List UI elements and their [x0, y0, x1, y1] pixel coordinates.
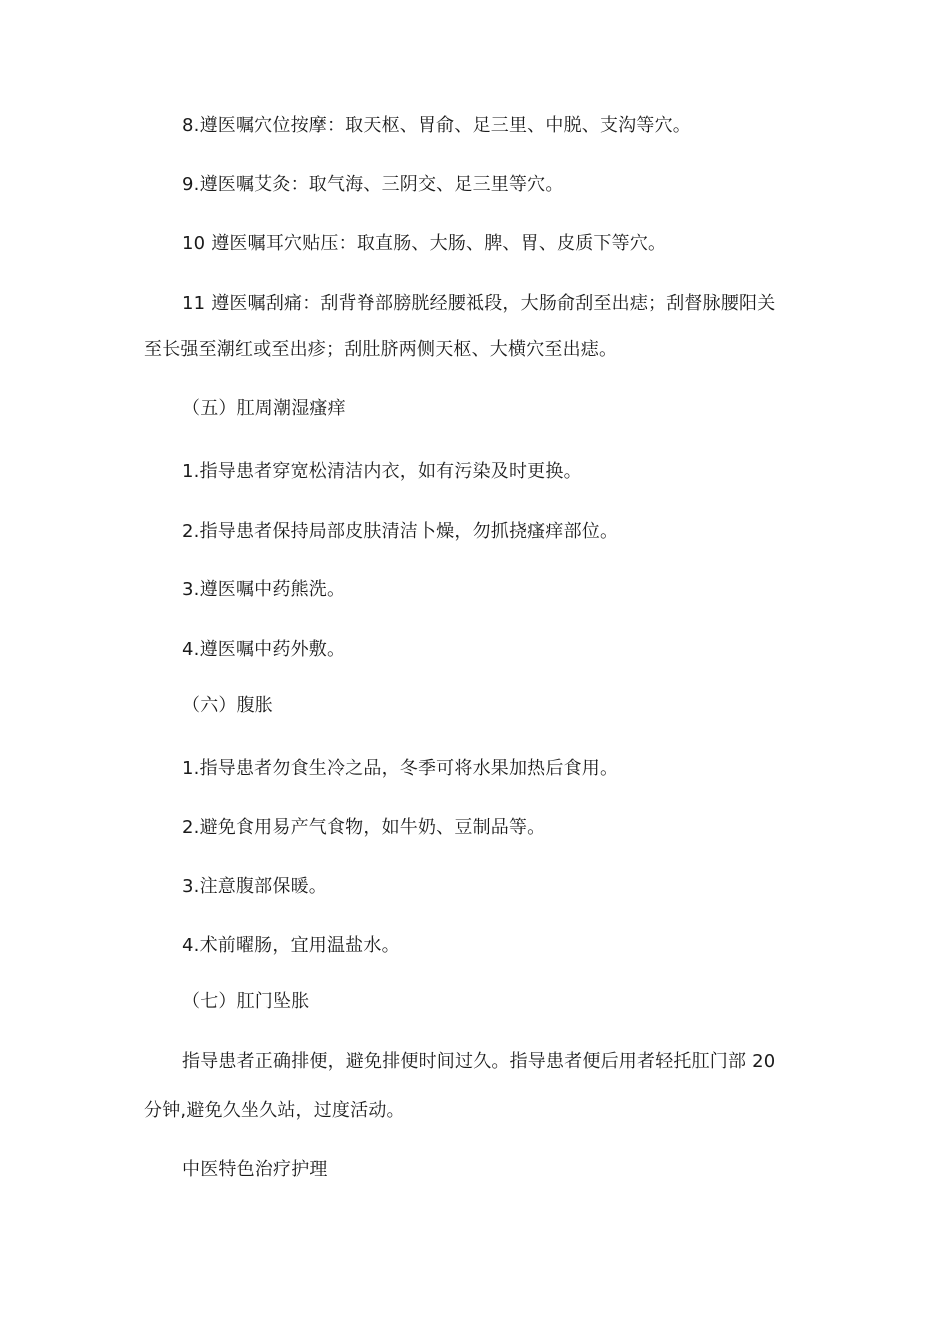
item-moxibustion: 9.遵医嘱艾灸：取气海、三阴交、足三里等穴。	[182, 174, 564, 195]
paragraph-continued: 分钟,避免久坐久站，过度活动。	[144, 1100, 405, 1121]
list-item: 2.避免食用易产气食物，如牛奶、豆制品等。	[182, 817, 546, 838]
section-heading-5: （五）肛周潮湿瘙痒	[182, 398, 346, 419]
list-item: 4.遵医嘱中药外敷。	[182, 639, 346, 660]
item-scraping: 11 遵医嘱刮痛：刮背脊部膀胱经腰祗段，大肠俞刮至出痣；刮督脉腰阳关	[182, 293, 776, 314]
list-item: 1.指导患者勿食生冷之品，冬季可将水果加热后食用。	[182, 758, 619, 779]
item-scraping-continued: 至长强至潮红或至出疹；刮肚脐两侧天枢、大横穴至出痣。	[144, 339, 618, 360]
section-heading-7: （七）肛门坠胀	[182, 991, 310, 1012]
item-ear-acupoint: 10 遵医嘱耳穴贴压：取直肠、大肠、脾、胃、皮质下等穴。	[182, 233, 667, 254]
list-item: 4.术前曜肠，宜用温盐水。	[182, 935, 400, 956]
list-item: 3.注意腹部保暖。	[182, 876, 327, 897]
section-heading-tcm-nursing: 中医特色治疗护理	[182, 1159, 328, 1180]
list-item: 1.指导患者穿宽松清洁内衣，如有污染及时更换。	[182, 461, 582, 482]
paragraph: 指导患者正确排便，避免排便时间过久。指导患者便后用者轻托肛门部 20	[182, 1051, 776, 1072]
list-item: 3.遵医嘱中药熊洗。	[182, 579, 346, 600]
section-heading-6: （六）腹胀	[182, 695, 273, 716]
item-acupoint-massage: 8.遵医嘱穴位按摩：取天枢、胃俞、足三里、中脱、支沟等穴。	[182, 115, 691, 136]
list-item: 2.指导患者保持局部皮肤清洁卜燥，勿抓挠瘙痒部位。	[182, 521, 619, 542]
